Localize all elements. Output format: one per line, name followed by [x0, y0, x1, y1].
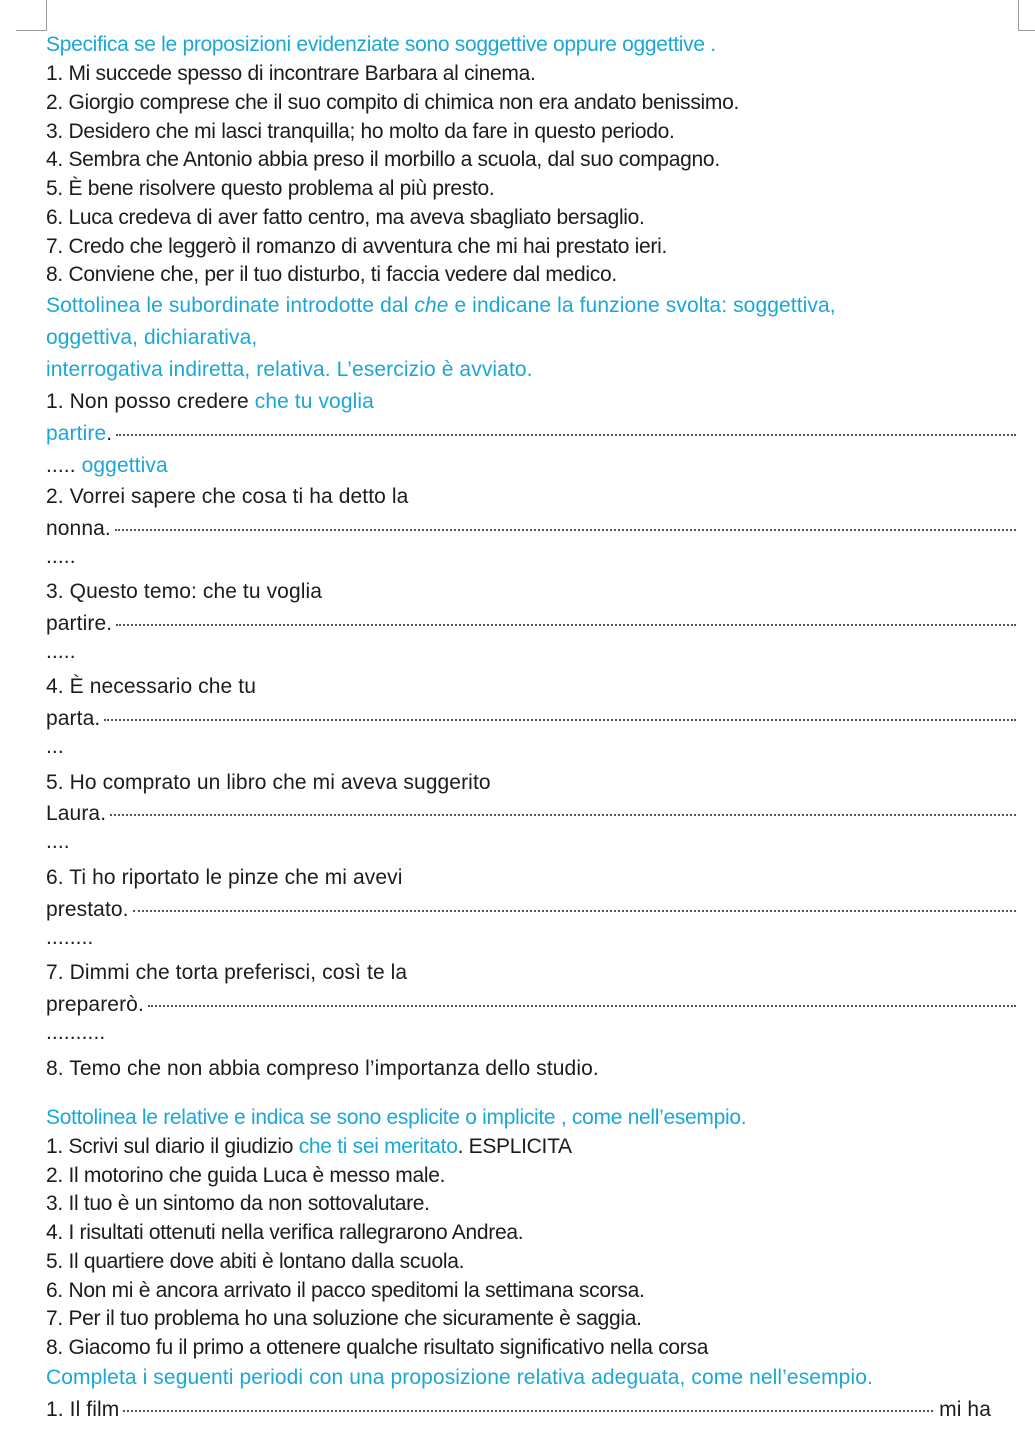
- exercise2-answer: ....: [46, 830, 70, 853]
- exercise3-item: 6. Non mi è ancora arrivato il pacco speditomi la settimana scorsa.: [46, 1279, 645, 1302]
- crop-mark: [1018, 30, 1035, 31]
- exercise2-answer: .....: [46, 640, 76, 663]
- exercise2-answer: .....: [46, 545, 76, 568]
- exercise4-title: Completa i seguenti periodi con una proposizione relativa adeguata, come nell’esempio.: [46, 1366, 873, 1389]
- exercise2-question: 2. Vorrei sapere che cosa ti ha detto la: [46, 485, 409, 508]
- exercise3-item: 1. Scrivi sul diario il giudizio che ti sei meritato. ESPLICITA: [46, 1135, 572, 1158]
- exercise3-item: 8. Giacomo fu il primo a ottenere qualche risultato significativo nella corsa: [46, 1336, 709, 1359]
- exercise1-item: 6. Luca credeva di aver fatto centro, ma aveva sbagliato bersaglio.: [46, 206, 645, 229]
- exercise2-answer: ...: [46, 735, 64, 758]
- exercise2-answer-line: parta.: [46, 707, 1016, 731]
- exercise2-answer-line: partire.: [46, 612, 1016, 636]
- exercise1-item: 2. Giorgio comprese che il suo compito di chimica non era andato benissimo.: [46, 91, 740, 114]
- exercise3-title: Sottolinea le relative e indica se sono esplicite o implicite , come nell’esempio.: [46, 1106, 747, 1129]
- exercise2-question: 3. Questo temo: che tu voglia: [46, 580, 323, 603]
- exercise2-answer-line: nonna.: [46, 517, 1016, 541]
- crop-mark: [46, 0, 47, 30]
- exercise2-question: 7. Dimmi che torta preferisci, così te la: [46, 961, 408, 984]
- exercise4-item: 1. Il film mi ha: [46, 1398, 991, 1421]
- exercise1-item: 7. Credo che leggerò il romanzo di avventura che mi hai prestato ieri.: [46, 235, 667, 258]
- exercise2-answer-line: partire .: [46, 422, 1016, 446]
- exercise2-question: 1. Non posso credere che tu voglia: [46, 390, 374, 413]
- exercise1-title: Specifica se le proposizioni evidenziate sono soggettive oppure oggettive .: [46, 33, 716, 56]
- exercise2-answer: ..........: [46, 1021, 106, 1044]
- exercise2-answer-line: Laura.: [46, 802, 1016, 826]
- exercise2-answer-line: prestato.: [46, 898, 1016, 922]
- exercise1-item: 3. Desidero che mi lasci tranquilla; ho molto da fare in questo periodo.: [46, 120, 675, 143]
- exercise2-question: 4. È necessario che tu: [46, 675, 256, 698]
- exercise3-item: 7. Per il tuo problema ho una soluzione che sicuramente è saggia.: [46, 1307, 642, 1330]
- crop-mark: [1018, 0, 1019, 30]
- crop-mark: [16, 30, 47, 31]
- exercise2-answer: ..... oggettiva: [46, 454, 168, 477]
- exercise2-answer-line: preparerò.: [46, 993, 1016, 1017]
- exercise2-title-line3: interrogativa indiretta, relativa. L’esercizio è avviato.: [46, 358, 533, 381]
- exercise3-item: 2. Il motorino che guida Luca è messo male.: [46, 1164, 446, 1187]
- exercise2-answer: ........: [46, 926, 94, 949]
- exercise2-question: 8. Temo che non abbia compreso l’importanza dello studio.: [46, 1057, 599, 1080]
- exercise2-question: 5. Ho comprato un libro che mi aveva suggerito: [46, 771, 491, 794]
- exercise2-title-line2: oggettiva, dichiarativa,: [46, 326, 258, 349]
- exercise2-question: 6. Ti ho riportato le pinze che mi avevi: [46, 866, 403, 889]
- exercise1-item: 4. Sembra che Antonio abbia preso il morbillo a scuola, dal suo compagno.: [46, 148, 720, 171]
- exercise1-item: 8. Conviene che, per il tuo disturbo, ti faccia vedere dal medico.: [46, 263, 617, 286]
- exercise2-title: Sottolinea le subordinate introdotte dal che e indicane la funzione svolta: soggettiva,: [46, 294, 836, 317]
- exercise3-item: 3. Il tuo è un sintomo da non sottovalutare.: [46, 1192, 430, 1215]
- exercise3-item: 4. I risultati ottenuti nella verifica rallegrarono Andrea.: [46, 1221, 524, 1244]
- exercise1-item: 1. Mi succede spesso di incontrare Barbara al cinema.: [46, 62, 536, 85]
- exercise1-item: 5. È bene risolvere questo problema al più presto.: [46, 177, 495, 200]
- exercise3-item: 5. Il quartiere dove abiti è lontano dalla scuola.: [46, 1250, 465, 1273]
